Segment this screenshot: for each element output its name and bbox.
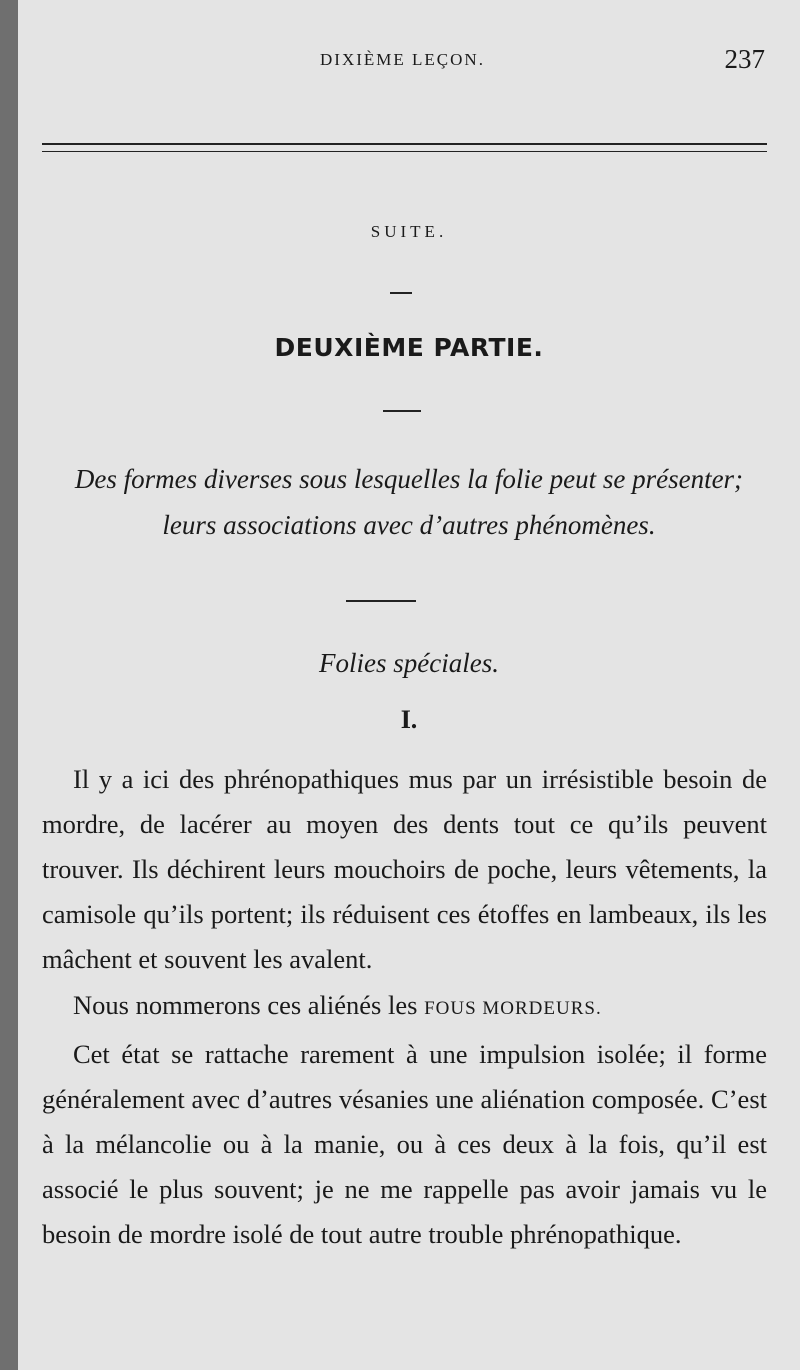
rule-after-subtitle [346, 600, 416, 602]
body-text [42, 757, 767, 1257]
part-title: DEUXIÈME PARTIE. [274, 333, 544, 362]
fous-mordeurs-term: FOUS MORDEURS. [424, 998, 602, 1019]
subtitle-line-1: Des formes diverses sous lesquelles la folie peut se présenter; [74, 464, 744, 494]
paragraph-2-text: Nous nommerons ces aliénés les [73, 990, 418, 1020]
page-number: 237 [724, 44, 765, 74]
section-heading: Folies spéciales. [319, 648, 499, 678]
book-page [18, 0, 800, 1370]
paragraph-2 [42, 983, 767, 1031]
suite-label: SUITE. [370, 222, 448, 241]
paragraph-1: Il y a ici des phrénopathiques mus par un irrésistible besoin de mordre, de lacérer au moyen des dents tout ce qu’ils peuvent trouver. Ils déchirent leurs mouchoirs de poche, leurs vêtements, la camisole qu’ils portent; ils réduisent ces étoffes en lambeaux, ils les mâchent et souvent les avalent. [42, 764, 767, 974]
paragraph-3: Cet état se rattache rarement à une impulsion isolée; il forme généralement avec d’autres vésanies une aliénation composée. C’est à la mélancolie ou à la manie, ou à ces deux à la fois, qu’il est associé le plus souvent; je ne me rappelle pas avoir jamais vu le besoin de mordre isolé de tout autre trouble phrénopathique. [42, 1039, 767, 1249]
header-double-rule [42, 143, 767, 152]
subtitle-line-2: leurs associations avec d’autres phénomènes. [162, 510, 656, 540]
page-header [40, 44, 765, 84]
section-numeral: I. [400, 705, 418, 734]
running-title: DIXIÈME LEÇON. [320, 50, 485, 69]
rule-after-suite [390, 292, 412, 294]
rule-after-part-title [383, 410, 421, 412]
